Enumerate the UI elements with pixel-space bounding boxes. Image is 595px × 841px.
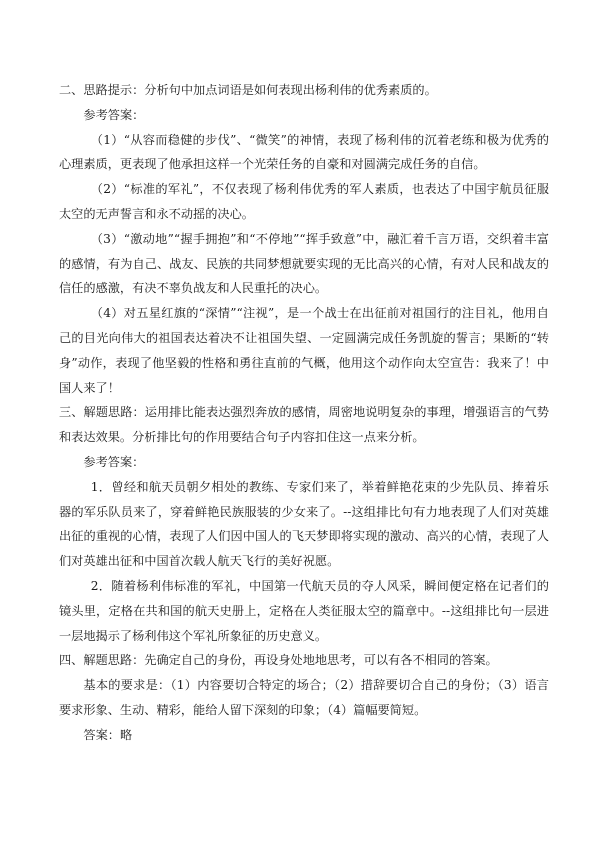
section-2-answer-label: 参考答案： xyxy=(83,107,145,122)
section-2-item-2: （2）“标准的军礼”，不仅表现了杨利伟优秀的军人素质，也表达了中国宇航员征服太空的无声誓言和永不动摇的决心。 xyxy=(59,182,549,221)
section-4-title: 四、解题思路：先确定自己的身份，再设身处地地思考，可以有各不相同的答案。 xyxy=(59,653,498,668)
section-2-item-3: （3）“激动地”“握手拥抱”和“不停地”“挥手致意”中，融汇着千言万语，交织着丰富的感情，有为自己、战友、民族的共同梦想就要实现的无比高兴的心情，有对人民和战友的信任的感激，有决不辜负战友和人民重托的决心。 xyxy=(59,231,549,296)
section-2-item-1: （1）“从容而稳健的步伐”、“微笑”的神情，表现了杨利伟的沉着老练和极为优秀的心理素质，更表现了他承担这样一个光荣任务的自豪和对圆满完成任务的自信。 xyxy=(59,132,549,172)
section-2-item-4: （4）对五星红旗的“深情”“注视”，是一个战士在出征前对祖国行的注目礼，他用自己的目光向伟大的祖国表达着决不让祖国失望、一定圆满完成任务凯旋的誓言；果断的“转身”动作，表现了他坚毅的性格和勇往直前的气概，他用这个动作向太空宣告：我来了！中国人来了！ xyxy=(59,306,549,395)
section-4-requirements: 基本的要求是：（1）内容要切合特定的场合；（2）措辞要切合自己的身份；（3）语言要求形象、生动、精彩，能给人留下深刻的印象；（4）篇幅要简短。 xyxy=(59,678,549,717)
section-2-title: 二、思路提示：分析句中加点词语是如何表现出杨利伟的优秀素质的。 xyxy=(59,83,437,97)
section-3-item-1: 1．曾经和航天员朝夕相处的教练、专家们来了，举着鲜艳花束的少先队员、捧着乐器的军乐队员来了，穿着鲜艳民族服装的少女来了。--这组排比句有力地表现了人们对英雄出征的重视的心情，表现了人们因中国人的飞天梦即将实现的激动、高兴的心情，表现了人们对英雄出征和中国首次载人航天飞行的美好祝愿。 xyxy=(59,479,549,569)
section-3-title: 三、解题思路：运用排比能表达强烈奔放的感情，周密地说明复杂的事理，增强语言的气势和表达效果。分析排比句的作用要结合句子内容扣住这一点来分析。 xyxy=(59,405,549,445)
section-3-item-2: 2．随着杨利伟标准的军礼，中国第一代航天员的夺人风采，瞬间便定格在记者们的镜头里，定格在共和国的航天史册上，定格在人类征服太空的篇章中。--这组排比句一层进一层地揭示了杨利伟这个军礼所象征的历史意义。 xyxy=(59,578,549,643)
section-4-answer: 答案：略 xyxy=(83,727,133,742)
section-3-answer-label: 参考答案： xyxy=(83,454,145,469)
